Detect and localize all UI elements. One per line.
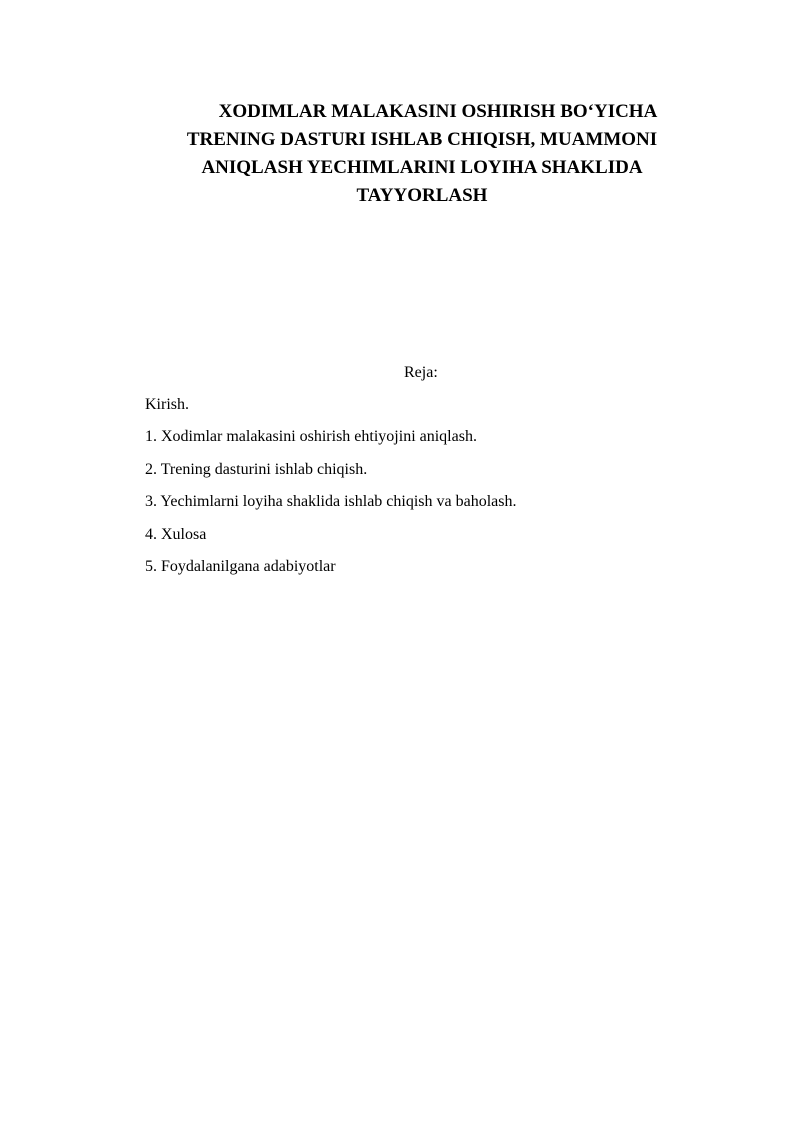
plan-list	[145, 394, 517, 588]
title-line: TAYYORLASH	[356, 185, 488, 206]
plan-item-2: 2. Trening dasturini ishlab chiqish.	[145, 460, 368, 478]
plan-item-3: 3. Yechimlarni loyiha shaklida ishlab chiqish va baholash.	[145, 493, 517, 511]
title-line: ANIQLASH YECHIMLARINI LOYIHA SHAKLIDA	[201, 157, 643, 178]
plan-item-1: 1. Xodimlar malakasini oshirish ehtiyojini aniqlash.	[145, 428, 477, 446]
title-line: XODIMLAR MALAKASINI OSHIRISH BO‘YICHA	[218, 101, 658, 122]
plan-item-4: 4. Xulosa	[145, 525, 207, 543]
plan-item-5: 5. Foydalanilgana adabiyotlar	[145, 557, 336, 575]
plan-item-intro: Kirish.	[145, 396, 189, 413]
plan-heading: Reja:	[404, 364, 438, 381]
document-title	[140, 98, 704, 210]
title-line: TRENING DASTURI ISHLAB CHIQISH, MUAMMONI	[186, 129, 658, 150]
